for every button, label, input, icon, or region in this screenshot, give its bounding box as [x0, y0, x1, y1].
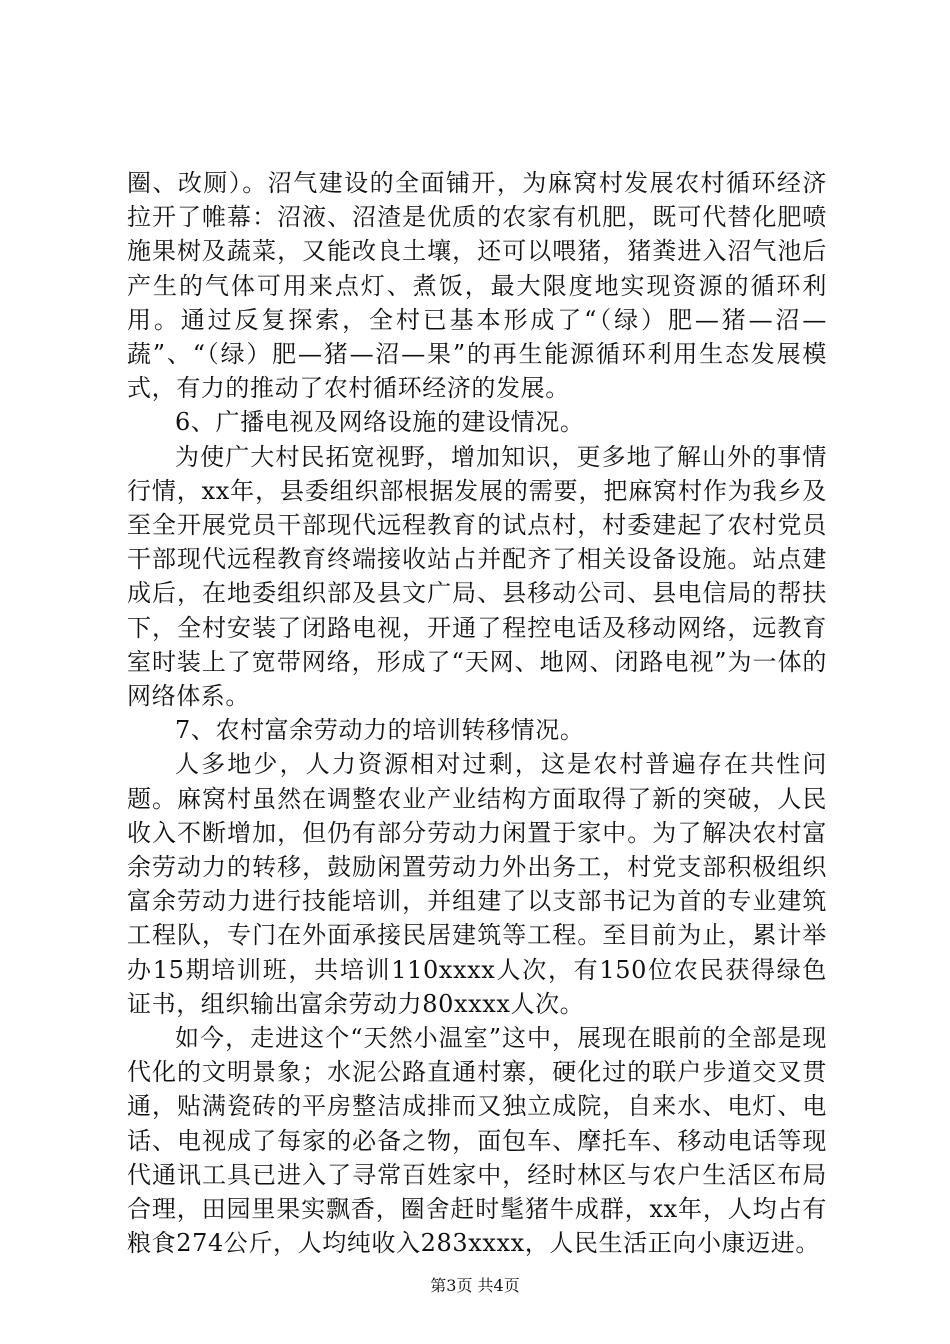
page-number-footer: 第3页 共4页 — [430, 1276, 520, 1295]
section-heading-labor-training: 7、农村富余劳动力的培训转移情况。 — [175, 716, 585, 745]
paragraph-labor-training: 人多地少，人力资源相对过剩，这是农村普遍存在共性问题。麻窝村虽然在调整农业产业结构方面取得了新的突破，人民收入不断增加，但仍有部分劳动力闲置于家中。为了解决农村富余劳动力的转移，鼓励闲置劳动力外出务工，村党支部积极组织富余劳动力进行技能培训，并组建了以支部书记为首的专业建筑工程队，专门在外面承接民居建筑等工程。至目前为止，累计举办15期培训班，共培训110xxxx人次，有150位农民获得绿色证书，组织输出富余劳动力80xxxx人次。 — [127, 750, 827, 1018]
document-body — [127, 166, 827, 1261]
paragraph-broadcast-network: 为使广大村民拓宽视野，增加知识，更多地了解山外的事情行情，xx年，县委组织部根据发展的需要，把麻窝村作为我乡及至全开展党员干部现代远程教育的试点村，村委建起了农村党员干部现代远程教育终端接收站占并配齐了相关设备设施。站点建成后，在地委组织部及县文广局、县移动公司、县电信局的帮扶下，全村安装了闭路电视，开通了程控电话及移动网络，远教育室时装上了宽带网络，形成了“天网、地网、闭路电视”为一体的网络体系。 — [127, 442, 827, 711]
paragraph-village-today: 如今，走进这个“天然小温室”这中，展现在眼前的全部是现代化的文明景象；水泥公路直通村寨，硬化过的联户步道交叉贯通，贴满瓷砖的平房整洁成排而又独立成院，自来水、电灯、电话、电视成了每家的必备之物，面包车、摩托车、移动电话等现代通讯工具已进入了寻常百姓家中，经时林区与农户生活区布局合理，田园里果实飘香，圈舍赶时髦猪牛成群，xx年，人均占有粮食274公斤，人均纯收入283xxxx，人民生活正向小康迈进。 — [127, 1024, 827, 1258]
paragraph-biogas-cycle: 圈、改厕）。沼气建设的全面铺开，为麻窝村发展农村循环经济拉开了帷幕：沼液、沼渣是优质的农家有机肥，既可代替化肥喷施果树及蔬菜，又能改良土壤，还可以喂猪，猪粪进入沼气池后产生的气体可用来点灯、煮饭，最大限度地实现资源的循环利用。通过反复探索，全村已基本形成了“（绿）肥—猪—沼—蔬”、“（绿）肥—猪—沼—果”的再生能源循环利用生态发展模式，有力的推动了农村循环经济的发展。 — [127, 169, 827, 403]
section-heading-broadcast-network: 6、广播电视及网络设施的建设情况。 — [175, 408, 585, 437]
